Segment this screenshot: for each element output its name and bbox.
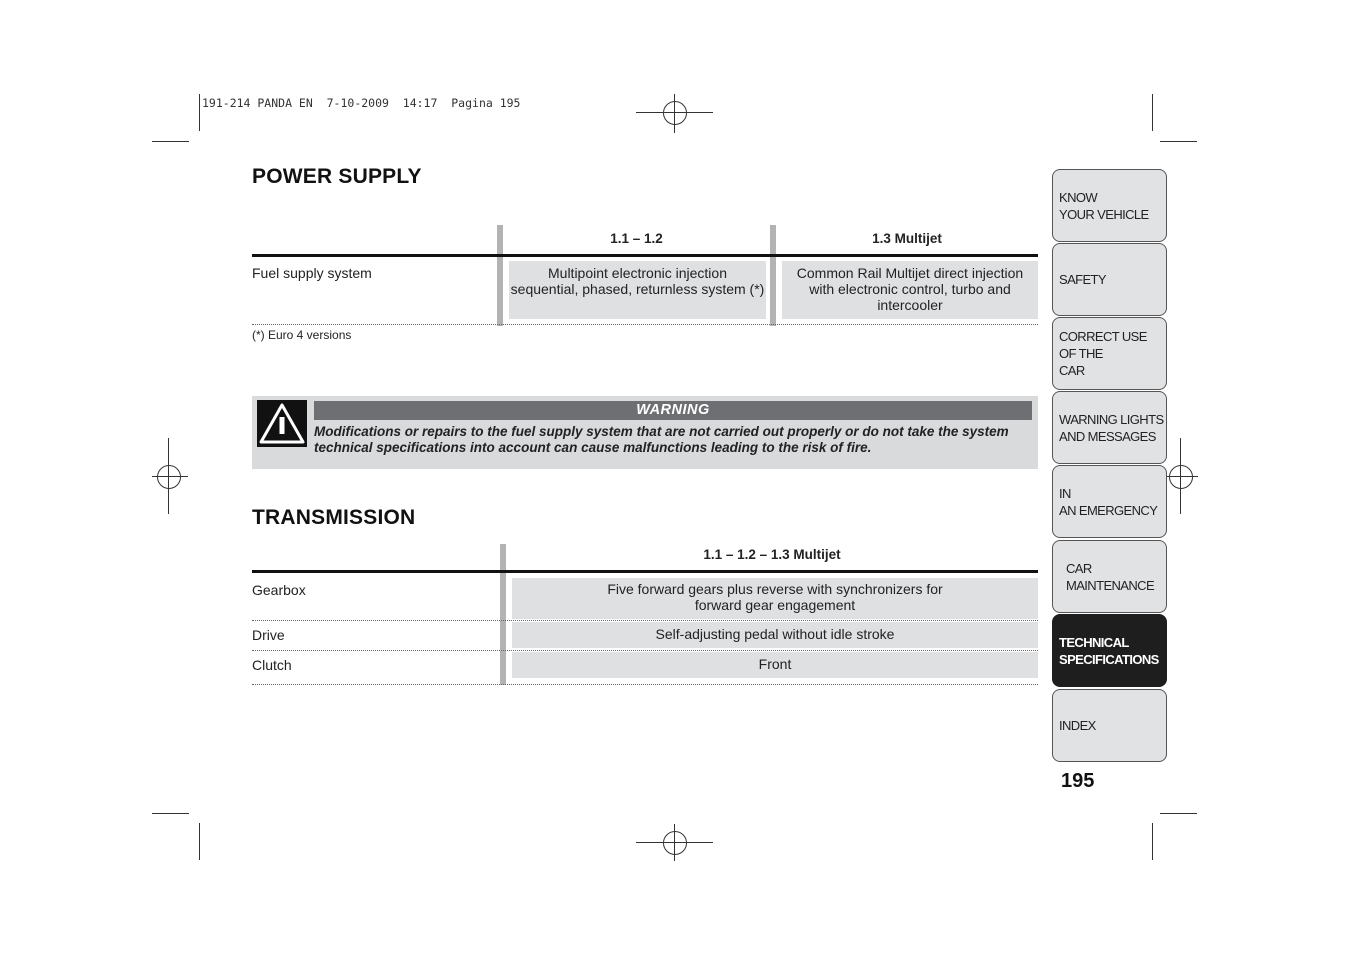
gearbox-cell [512, 578, 1038, 619]
tab-label: TECHNICAL [1059, 634, 1129, 650]
tab-in-an-emergency[interactable] [1052, 465, 1167, 538]
tab-label: MAINTENANCE [1066, 577, 1155, 593]
tab-label: SAFETY [1059, 272, 1106, 287]
cell-text: forward gear engagement [694, 597, 856, 613]
tab-car-maintenance[interactable] [1052, 540, 1167, 613]
column-header-all-engines: 1.1 – 1.2 – 1.3 Multijet [703, 547, 841, 562]
tab-know-your-vehicle[interactable] [1052, 169, 1167, 242]
column-header-1-3-multijet: 1.3 Multijet [872, 231, 942, 246]
tab-label: YOUR VEHICLE [1059, 206, 1149, 222]
drive-cell [512, 622, 1038, 648]
cell-text: Front [758, 656, 792, 672]
page-number: 195 [1061, 770, 1095, 792]
print-header: 191-214 PANDA EN 7-10-2009 14:17 Pagina 195 [202, 96, 521, 110]
fuel-supply-cell-2 [782, 261, 1038, 319]
clutch-cell [512, 652, 1038, 678]
row-label-fuel-supply-system: Fuel supply system [252, 265, 372, 281]
column-header-1-1-1-2: 1.1 – 1.2 [610, 231, 663, 246]
fuel-supply-cell-1 [509, 261, 766, 319]
tab-label: CAR [1066, 560, 1092, 576]
tab-label: CORRECT USE OF THE [1059, 329, 1147, 361]
tab-label: CAR [1059, 363, 1085, 378]
tab-correct-use-of-the-car[interactable] [1052, 317, 1167, 390]
row-label-clutch: Clutch [252, 657, 292, 673]
tab-label: IN [1059, 485, 1071, 501]
warning-label: WARNING [314, 401, 1032, 420]
cell-text: sequential, phased, returnless system (*) [510, 281, 765, 297]
warning-triangle-icon [257, 400, 307, 447]
tab-label: INDEX [1059, 718, 1096, 733]
tab-label: KNOW [1059, 189, 1098, 205]
row-label-drive: Drive [252, 627, 285, 643]
cell-text: Self-adjusting pedal without idle stroke [655, 626, 895, 642]
transmission-title: TRANSMISSION [252, 506, 416, 529]
tab-safety[interactable] [1052, 243, 1167, 316]
row-label-gearbox: Gearbox [252, 582, 306, 598]
cell-text: Five forward gears plus reverse with synchronizers for [607, 581, 943, 597]
tab-label: AN EMERGENCY [1059, 502, 1158, 518]
power-supply-title: POWER SUPPLY [252, 165, 422, 188]
warning-text: Modifications or repairs to the fuel supply system that are not carried out properly or do not take the system technical specifications into account can cause malfunctions leading to the risk of fire. [314, 424, 1009, 455]
footnote: (*) Euro 4 versions [252, 328, 352, 342]
cell-text: Multipoint electronic injection [548, 265, 727, 281]
cell-text: with electronic control, turbo and [809, 281, 1011, 297]
tab-label: SPECIFICATIONS [1059, 651, 1159, 667]
tab-index[interactable] [1052, 689, 1167, 762]
tab-warning-lights-and-messages[interactable] [1052, 391, 1167, 464]
tab-label: WARNING LIGHTS [1059, 411, 1164, 427]
cell-text: intercooler [877, 297, 943, 313]
cell-text: Common Rail Multijet direct injection [796, 265, 1024, 281]
tab-label: AND MESSAGES [1059, 428, 1156, 444]
tab-technical-specifications[interactable] [1052, 614, 1167, 687]
